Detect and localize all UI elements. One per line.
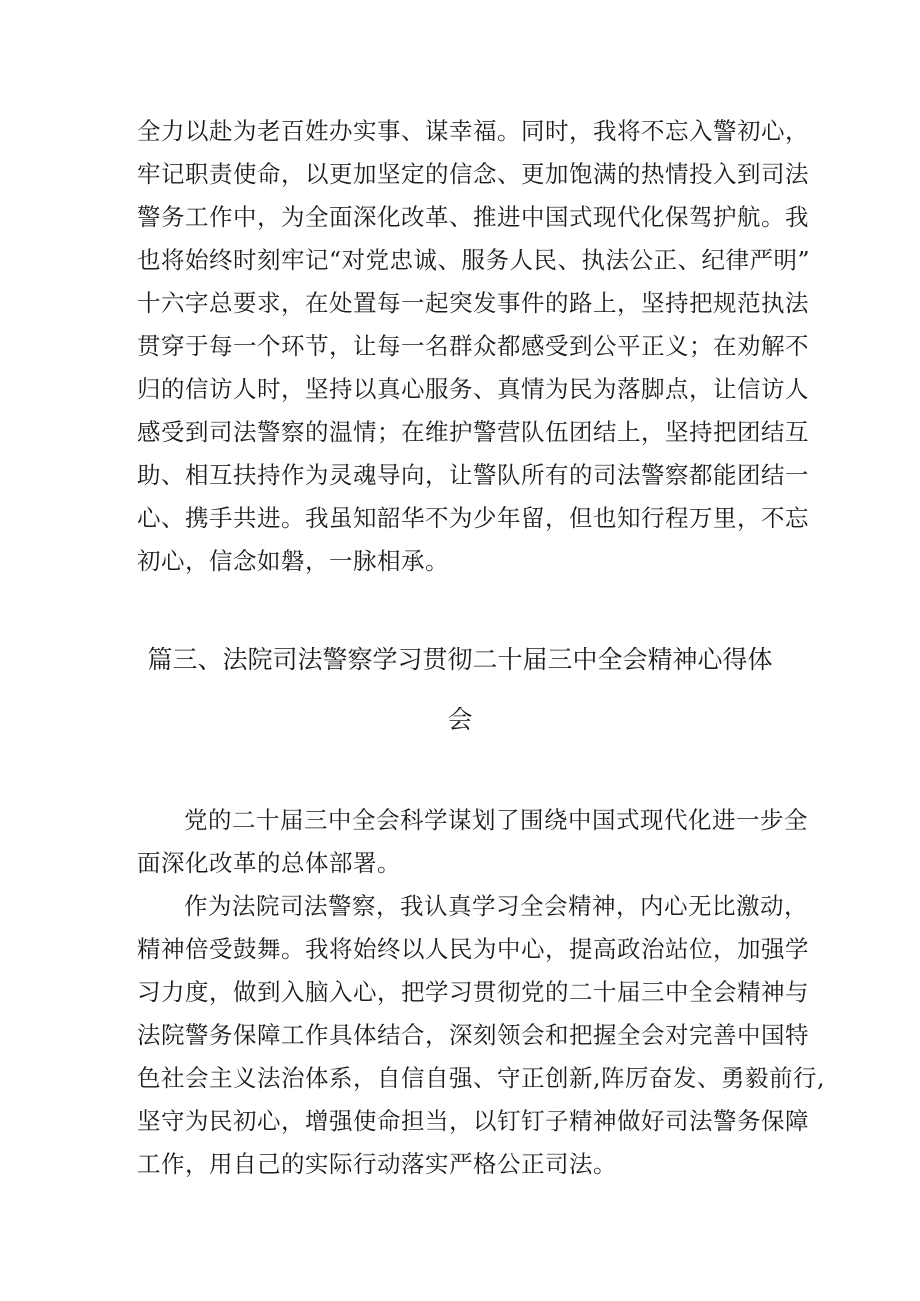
- text-line: 初心，信念如磐，一脉相承。: [137, 547, 449, 575]
- text-line: 党的二十届三中全会科学谋划了围绕中国式现代化进一步全: [184, 806, 808, 834]
- text-line: 色社会主义法治体系，自信自强、守正创新,阵厉奋发、勇毅前行,: [137, 1064, 825, 1092]
- text-line: 面深化改革的总体部署。: [137, 849, 401, 877]
- text-line: 警务工作中，为全面深化改革、推进中国式现代化保驾护航。我: [137, 203, 809, 231]
- section-heading-line-1: 篇三、法院司法警察学习贯彻二十届三中全会精神心得体: [147, 645, 773, 674]
- section-heading-line-2: 会: [447, 705, 473, 734]
- text-line: 也将始终时刻牢记“对党忠诚、服务人民、执法公正、纪律严明”: [137, 246, 811, 274]
- text-line: 坚守为民初心，增强使命担当，以钉钉子精神做好司法警务保障: [137, 1107, 809, 1135]
- text-line: 牢记职责使命，以更加坚定的信念、更加饱满的热情投入到司法: [137, 160, 809, 188]
- text-line: 贯穿于每一个环节，让每一名群众都感受到公平正义；在劝解不: [137, 332, 809, 360]
- text-line: 十六字总要求，在处置每一起突发事件的路上，坚持把规范执法: [137, 289, 809, 317]
- text-line: 心、携手共进。我虽知韶华不为少年留，但也知行程万里，不忘: [137, 504, 809, 532]
- text-line: 精神倍受鼓舞。我将始终以人民为中心，提高政治站位，加强学: [137, 935, 809, 963]
- text-line: 全力以赴为老百姓办实事、谋幸福。同时，我将不忘入警初心，: [137, 117, 809, 145]
- text-line: 助、相互扶持作为灵魂导向，让警队所有的司法警察都能团结一: [137, 461, 809, 489]
- text-line: 作为法院司法警察，我认真学习全会精神，内心无比激动，: [184, 892, 808, 920]
- text-line: 感受到司法警察的温情；在维护警营队伍团结上，坚持把团结互: [137, 418, 809, 446]
- text-line: 习力度，做到入脑入心，把学习贯彻党的二十届三中全会精神与: [137, 978, 809, 1006]
- text-line: 工作，用自己的实际行动落实严格公正司法。: [137, 1150, 617, 1178]
- text-line: 法院警务保障工作具体结合，深刻领会和把握全会对完善中国特: [137, 1021, 809, 1049]
- text-line: 归的信访人时，坚持以真心服务、真情为民为落脚点，让信访人: [137, 375, 809, 403]
